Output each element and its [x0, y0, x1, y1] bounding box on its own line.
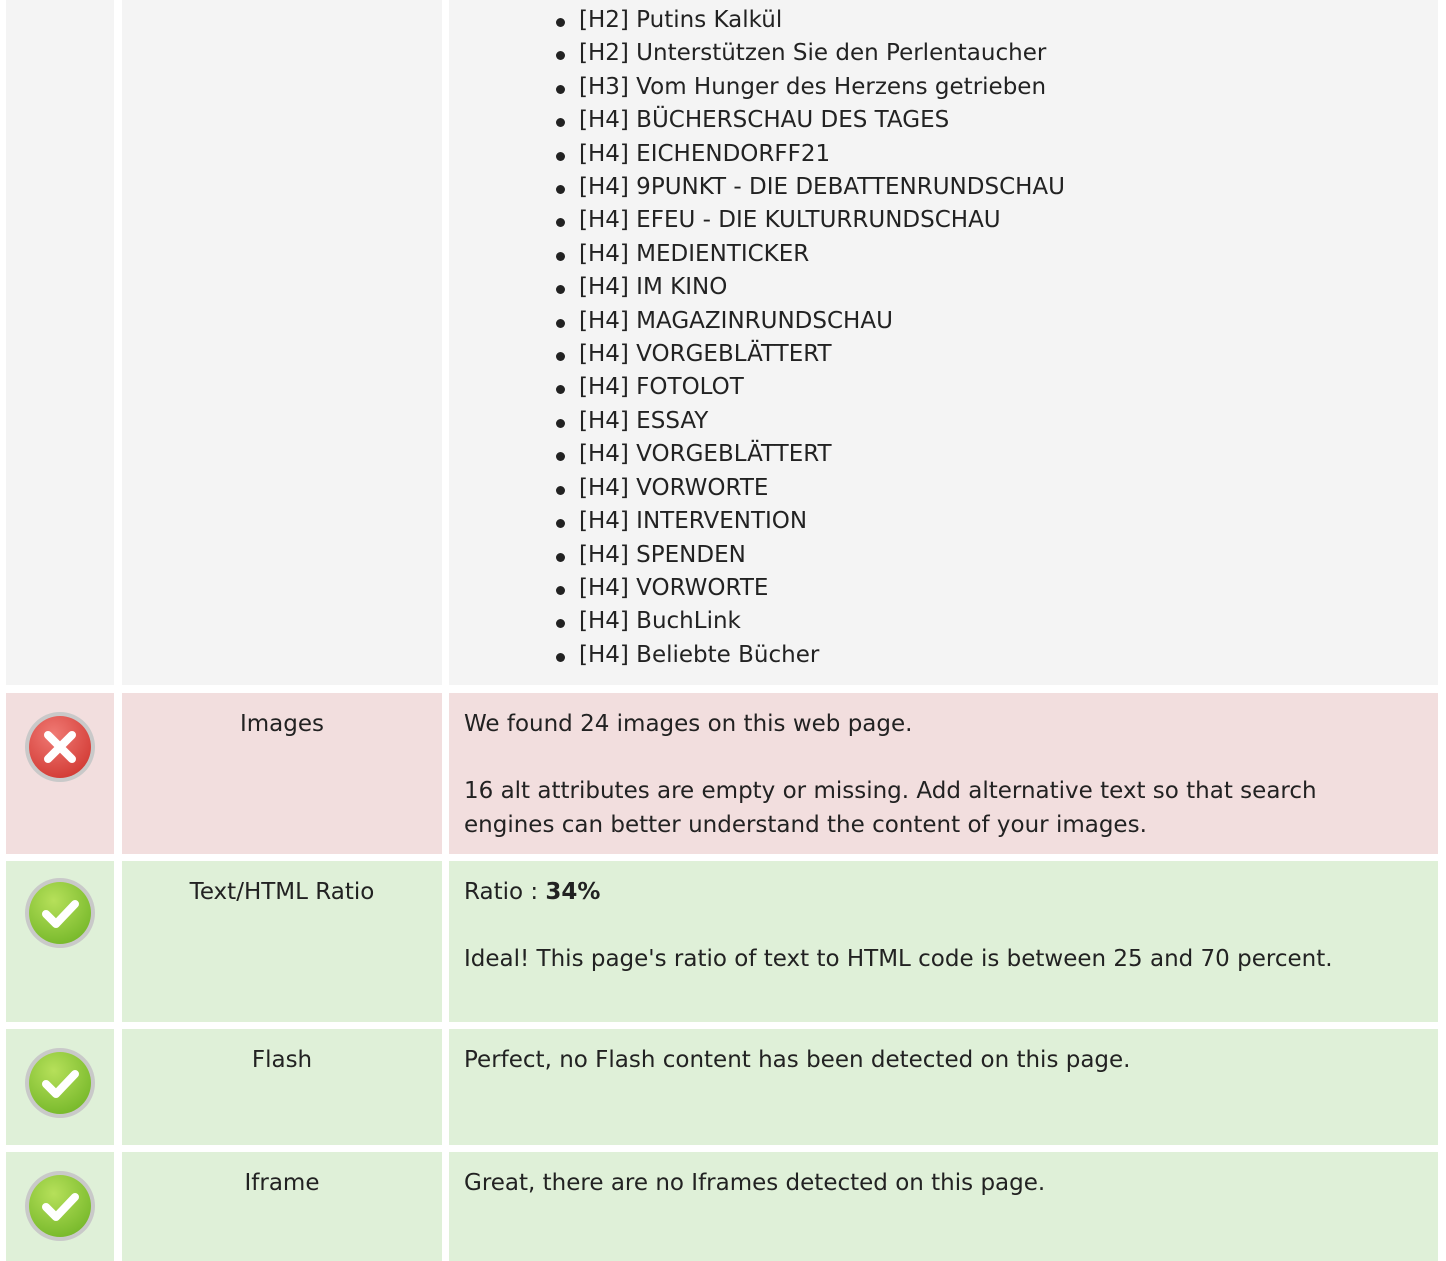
list-item: [H2] Putins Kalkül [552, 4, 1378, 37]
ratio-prefix: Ratio : [464, 879, 546, 905]
headings-label-cell [122, 0, 442, 685]
check-icon [22, 1168, 98, 1244]
list-item: [H4] MEDIENTICKER [552, 238, 1378, 271]
list-item: [H4] 9PUNKT - DIE DEBATTENRUNDSCHAU [552, 171, 1378, 204]
flash-text: Perfect, no Flash content has been detected on this page. [464, 1047, 1131, 1073]
list-item: [H4] IM KINO [552, 271, 1378, 304]
flash-icon-cell [6, 1029, 114, 1145]
list-item: [H4] BuchLink [552, 605, 1378, 638]
flash-row [0, 1029, 1446, 1145]
iframe-icon-cell [6, 1152, 114, 1261]
list-item: [H4] Beliebte Bücher [552, 639, 1378, 672]
images-icon-cell [6, 693, 114, 854]
images-content [449, 693, 1438, 854]
images-alt-text: 16 alt attributes are empty or missing. Add alternative text so that search engines can better understand the content of your images. [464, 778, 1317, 838]
ratio-value: 34% [545, 879, 601, 905]
list-item: [H4] VORGEBLÄTTERT [552, 438, 1378, 471]
list-item: [H4] SPENDEN [552, 539, 1378, 572]
flash-content [449, 1029, 1438, 1145]
check-icon [22, 1045, 98, 1121]
ratio-line [464, 875, 1378, 909]
headings-content-cell [449, 0, 1438, 685]
list-item: [H4] FOTOLOT [552, 371, 1378, 404]
list-item: [H4] INTERVENTION [552, 505, 1378, 538]
iframe-label: Iframe [122, 1152, 442, 1261]
list-item: [H4] VORGEBLÄTTERT [552, 338, 1378, 371]
list-item: [H4] VORWORTE [552, 572, 1378, 605]
iframe-content [449, 1152, 1438, 1261]
headings-list [464, 4, 1378, 672]
list-item: [H4] EICHENDORFF21 [552, 138, 1378, 171]
ratio-label: Text/HTML Ratio [122, 861, 442, 1022]
ratio-description: Ideal! This page's ratio of text to HTML code is between 25 and 70 percent. [464, 946, 1333, 972]
text-html-ratio-row [0, 861, 1446, 1022]
images-label: Images [122, 693, 442, 854]
list-item: [H2] Unterstützen Sie den Perlentaucher [552, 37, 1378, 70]
list-item: [H4] ESSAY [552, 405, 1378, 438]
list-item: [H4] BÜCHERSCHAU DES TAGES [552, 104, 1378, 137]
images-row [0, 693, 1446, 854]
ratio-content [449, 861, 1438, 1022]
images-count-text: We found 24 images on this web page. [464, 711, 913, 737]
iframe-text: Great, there are no Iframes detected on this page. [464, 1170, 1046, 1196]
list-item: [H4] MAGAZINRUNDSCHAU [552, 305, 1378, 338]
flash-label: Flash [122, 1029, 442, 1145]
error-x-icon [22, 709, 98, 785]
list-item: [H4] VORWORTE [552, 472, 1378, 505]
ratio-icon-cell [6, 861, 114, 1022]
iframe-row [0, 1152, 1446, 1261]
headings-icon-cell [6, 0, 114, 685]
check-icon [22, 875, 98, 951]
list-item: [H3] Vom Hunger des Herzens getrieben [552, 71, 1378, 104]
list-item: [H4] EFEU - DIE KULTURRUNDSCHAU [552, 204, 1378, 237]
